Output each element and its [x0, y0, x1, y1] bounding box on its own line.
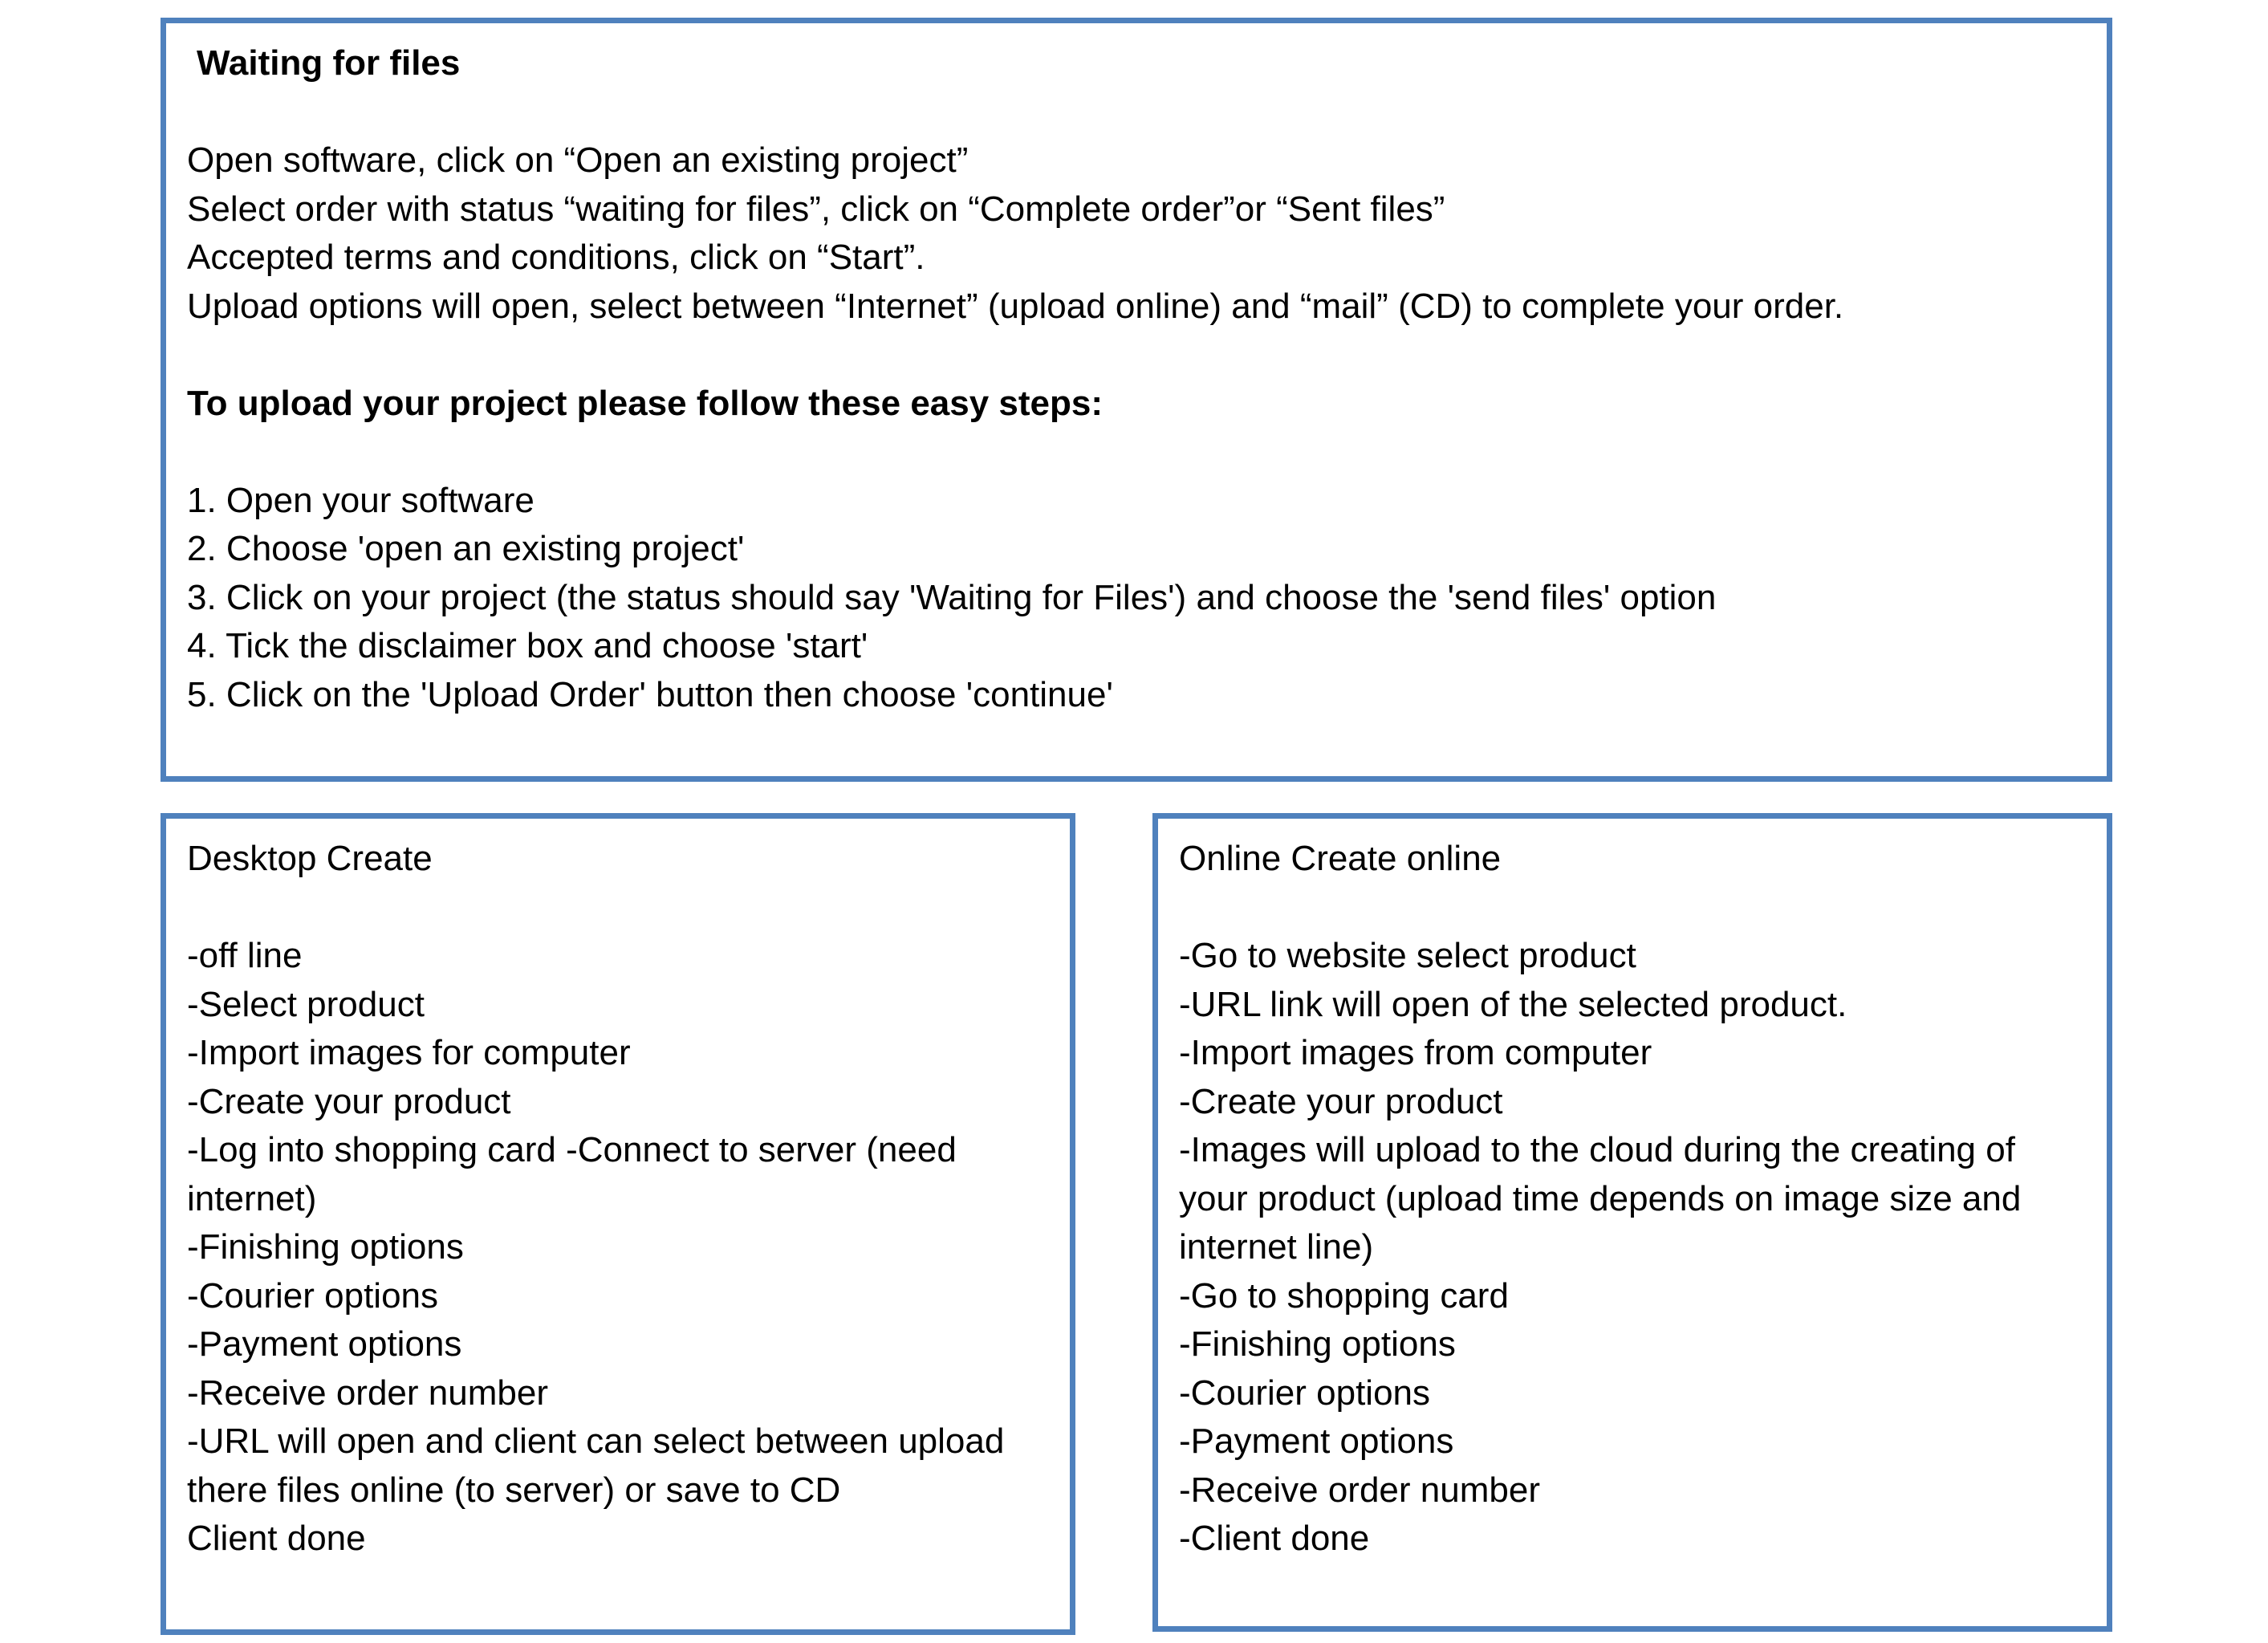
intro-line: Accepted terms and conditions, click on “Start”.	[187, 238, 925, 277]
list-item: -Import images from computer	[1179, 1033, 1652, 1072]
intro-line: Upload options will open, select between “Internet” (upload online) and “mail” (CD) to complete your order.	[187, 286, 1844, 326]
list-item: -Go to shopping card	[1179, 1275, 1509, 1316]
online-create-panel	[1152, 813, 2112, 1632]
step-item: 4. Tick the disclaimer box and choose 'start'	[187, 626, 868, 665]
panel-title: Waiting for files	[197, 43, 461, 83]
spacer	[187, 884, 1070, 933]
spacer	[187, 331, 2107, 380]
list-item: there files online (to server) or save to CD	[187, 1470, 841, 1510]
spacer	[1179, 884, 2107, 933]
list-item: -URL will open and client can select between upload	[187, 1421, 1005, 1461]
list-item: -Payment options	[187, 1324, 462, 1364]
list-item: -Finishing options	[187, 1227, 464, 1267]
list-item: -Images will upload to the cloud during the creating of	[1179, 1130, 2015, 1169]
spacer	[187, 428, 2107, 477]
list-item: -Go to website select product	[1179, 936, 1636, 975]
list-item: Client done	[187, 1519, 366, 1558]
waiting-for-files-panel	[161, 18, 2112, 782]
list-item: -Receive order number	[187, 1373, 548, 1413]
list-item: -Courier options	[187, 1275, 439, 1316]
step-item: 3. Click on your project (the status should say 'Waiting for Files') and choose the 'send files' option	[187, 577, 1717, 617]
list-item: -Payment options	[1179, 1421, 1454, 1461]
intro-line: Open software, click on “Open an existing project”	[187, 140, 969, 180]
list-item: your product (upload time depends on image size and	[1179, 1178, 2022, 1218]
list-item: -Create your product	[187, 1081, 511, 1121]
list-item: -Log into shopping card -Connect to server (need	[187, 1130, 957, 1169]
list-item: -Courier options	[1179, 1373, 1431, 1413]
list-item: -Select product	[187, 984, 425, 1024]
intro-line: Select order with status “waiting for files”, click on “Complete order”or “Sent files”	[187, 189, 1445, 229]
step-item: 1. Open your software	[187, 480, 534, 520]
list-item: -Import images for computer	[187, 1033, 631, 1072]
list-item: -Create your product	[1179, 1081, 1503, 1121]
steps-heading: To upload your project please follow these easy steps:	[187, 383, 1104, 423]
list-item: internet line)	[1179, 1227, 1374, 1267]
list-item: -Client done	[1179, 1519, 1370, 1558]
list-item: -URL link will open of the selected product.	[1179, 984, 1847, 1024]
panel-title: Desktop Create	[187, 839, 433, 878]
spacer	[187, 88, 2107, 137]
step-item: 5. Click on the 'Upload Order' button then choose 'continue'	[187, 674, 1113, 714]
list-item: -Finishing options	[1179, 1324, 1456, 1364]
list-item: internet)	[187, 1178, 317, 1218]
panel-title: Online Create online	[1179, 839, 1502, 878]
list-item: -off line	[187, 936, 303, 975]
desktop-create-panel	[161, 813, 1075, 1635]
step-item: 2. Choose 'open an existing project'	[187, 529, 745, 568]
list-item: -Receive order number	[1179, 1470, 1540, 1510]
